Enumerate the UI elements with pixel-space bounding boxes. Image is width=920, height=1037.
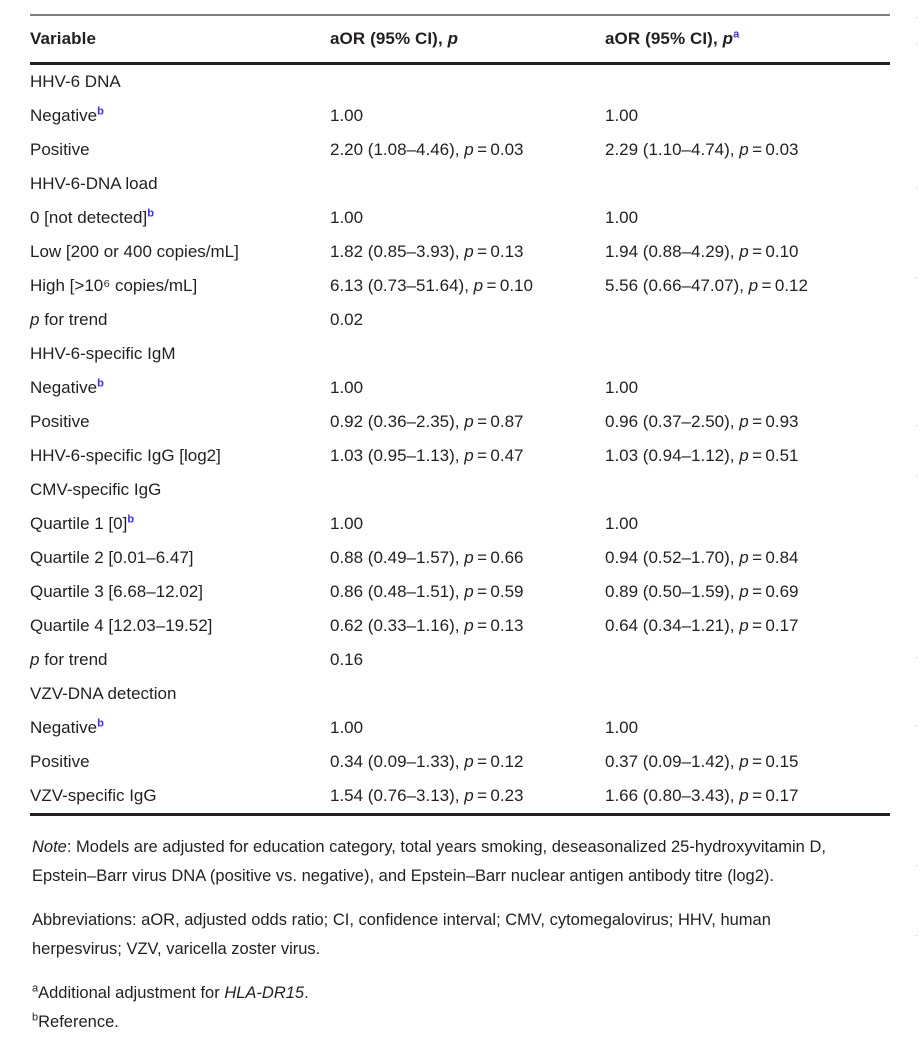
table-row bbox=[30, 65, 890, 99]
table-bottom-rule bbox=[30, 813, 890, 816]
cell-aor-unadjusted: 0.62 (0.33–1.16), p = 0.13 bbox=[330, 616, 524, 635]
row-label: Quartile 2 [0.01–6.47] bbox=[30, 548, 194, 567]
table-row bbox=[30, 371, 890, 405]
cell-aor-unadjusted: 6.13 (0.73–51.64), p = 0.10 bbox=[330, 276, 533, 295]
table-row bbox=[30, 99, 890, 133]
cell-aor-adjusted bbox=[605, 337, 890, 371]
table-row bbox=[30, 507, 890, 541]
column-header-variable: Variable bbox=[30, 29, 97, 48]
row-label: Positive bbox=[30, 752, 90, 771]
row-label: Positive bbox=[30, 412, 90, 431]
cell-aor-adjusted bbox=[605, 167, 890, 201]
cell-aor-unadjusted: 0.92 (0.36–2.35), p = 0.87 bbox=[330, 412, 524, 431]
table-row bbox=[30, 133, 890, 167]
footnote-b bbox=[32, 1008, 848, 1037]
cell-aor-adjusted: 1.00 bbox=[605, 378, 639, 397]
note-abbreviations: Abbreviations: aOR, adjusted odds ratio; CI, confidence interval; CMV, cytomegalovirus; HHV, human herpesvirus; VZV, varicella zoster virus. bbox=[32, 911, 771, 958]
note-text: : Models are adjusted for education category, total years smoking, deseasonalized 25-hydroxyvitamin D, Epstein–Barr virus DNA (positive vs. negative), and Epstein–Barr nuclear antigen antibody titre (log2). bbox=[32, 838, 826, 885]
row-group-label: VZV-specific IgG bbox=[30, 786, 157, 805]
column-header-aor-adjusted: aOR (95% CI), p$^a$ bbox=[605, 28, 740, 48]
cell-aor-unadjusted: 1.00 bbox=[330, 208, 364, 227]
cell-aor-adjusted bbox=[605, 473, 890, 507]
footnote-a-marker: a bbox=[32, 982, 39, 995]
row-label: Low [200 or 400 copies/mL] bbox=[30, 242, 239, 261]
cell-aor-adjusted: 0.96 (0.37–2.50), p = 0.93 bbox=[605, 412, 799, 431]
table-row bbox=[30, 745, 890, 779]
cell-aor-unadjusted bbox=[330, 65, 605, 99]
table-row bbox=[30, 269, 890, 303]
results-table-body bbox=[30, 65, 890, 813]
cell-aor-adjusted bbox=[605, 643, 890, 677]
cell-aor-adjusted: 2.29 (1.10–4.74), p = 0.03 bbox=[605, 140, 799, 159]
cell-aor-adjusted: 1.03 (0.94–1.12), p = 0.51 bbox=[605, 446, 799, 465]
cell-aor-unadjusted: 1.00 bbox=[330, 106, 364, 125]
row-group-label: HHV-6-specific IgM bbox=[30, 344, 176, 363]
cell-aor-unadjusted bbox=[330, 677, 605, 711]
row-group-label: HHV-6 DNA bbox=[30, 72, 121, 91]
cell-aor-adjusted bbox=[605, 65, 890, 99]
footnote-a-text: Additional adjustment for bbox=[38, 984, 225, 1002]
row-label: Quartile 4 [12.03–19.52] bbox=[30, 616, 213, 635]
table-row bbox=[30, 711, 890, 745]
table-row bbox=[30, 405, 890, 439]
table-notes bbox=[30, 833, 890, 1037]
row-label: Negative$^b$ bbox=[30, 717, 104, 737]
cell-aor-adjusted: 1.00 bbox=[605, 208, 639, 227]
cell-aor-adjusted: 1.66 (0.80–3.43), p = 0.17 bbox=[605, 786, 799, 805]
cell-aor-adjusted: 0.37 (0.09–1.42), p = 0.15 bbox=[605, 752, 799, 771]
cell-aor-unadjusted: 1.00 bbox=[330, 378, 364, 397]
row-group-label: VZV-DNA detection bbox=[30, 684, 177, 703]
row-label: Negative$^b$ bbox=[30, 377, 104, 397]
cell-aor-adjusted: 1.00 bbox=[605, 514, 639, 533]
cell-aor-adjusted: 0.64 (0.34–1.21), p = 0.17 bbox=[605, 616, 799, 635]
results-table bbox=[30, 16, 890, 62]
cell-aor-unadjusted: 1.54 (0.76–3.13), p = 0.23 bbox=[330, 786, 524, 805]
cell-aor-adjusted: 5.56 (0.66–47.07), p = 0.12 bbox=[605, 276, 808, 295]
table-row bbox=[30, 439, 890, 473]
cell-aor-unadjusted: 2.20 (1.08–4.46), p = 0.03 bbox=[330, 140, 524, 159]
table-row bbox=[30, 541, 890, 575]
row-group-label: HHV-6-specific IgG [log2] bbox=[30, 446, 221, 465]
table-row bbox=[30, 643, 890, 677]
row-label: Positive bbox=[30, 140, 90, 159]
cell-aor-adjusted: 1.94 (0.88–4.29), p = 0.10 bbox=[605, 242, 799, 261]
cell-aor-unadjusted: 0.34 (0.09–1.33), p = 0.12 bbox=[330, 752, 524, 771]
row-label: Quartile 3 [6.68–12.02] bbox=[30, 582, 203, 601]
cell-aor-unadjusted bbox=[330, 337, 605, 371]
row-group-label: CMV-specific IgG bbox=[30, 480, 162, 499]
cell-aor-adjusted: 0.94 (0.52–1.70), p = 0.84 bbox=[605, 548, 799, 567]
footnote-b-text: Reference. bbox=[38, 1013, 119, 1031]
table-header bbox=[30, 16, 890, 62]
cell-aor-unadjusted: 1.00 bbox=[330, 718, 364, 737]
table-row bbox=[30, 167, 890, 201]
note-label: Note bbox=[32, 838, 67, 856]
note-models-adjusted bbox=[32, 833, 848, 891]
cell-aor-unadjusted bbox=[330, 473, 605, 507]
cell-aor-adjusted bbox=[605, 677, 890, 711]
table-row bbox=[30, 235, 890, 269]
table-row bbox=[30, 303, 890, 337]
cell-aor-unadjusted bbox=[330, 167, 605, 201]
cell-aor-unadjusted: 1.03 (0.95–1.13), p = 0.47 bbox=[330, 446, 524, 465]
table-row bbox=[30, 779, 890, 813]
row-label: Quartile 1 [0]$^b$ bbox=[30, 513, 135, 533]
column-header-aor-unadjusted: aOR (95% CI), p bbox=[330, 29, 459, 48]
row-label: p for trend bbox=[30, 310, 108, 329]
cell-aor-unadjusted: 1.00 bbox=[330, 514, 364, 533]
cell-aor-adjusted bbox=[605, 303, 890, 337]
cell-aor-unadjusted: 0.88 (0.49–1.57), p = 0.66 bbox=[330, 548, 524, 567]
footnote-a-gene: HLA-DR15 bbox=[224, 984, 305, 1002]
row-label: 0 [not detected]$^b$ bbox=[30, 207, 154, 227]
cell-aor-unadjusted: 0.16 bbox=[330, 650, 364, 669]
cell-aor-adjusted: 1.00 bbox=[605, 106, 639, 125]
row-label: p for trend bbox=[30, 650, 108, 669]
table-body bbox=[30, 65, 890, 813]
footnote-a bbox=[32, 979, 848, 1008]
table-row bbox=[30, 677, 890, 711]
table-row bbox=[30, 473, 890, 507]
cell-aor-unadjusted: 0.86 (0.48–1.51), p = 0.59 bbox=[330, 582, 524, 601]
table-row bbox=[30, 575, 890, 609]
footnote-b-marker: b bbox=[32, 1011, 39, 1024]
table-row bbox=[30, 609, 890, 643]
cell-aor-unadjusted: 0.02 bbox=[330, 310, 364, 329]
cell-aor-adjusted: 1.00 bbox=[605, 718, 639, 737]
page-edge-artifacts: · · · · · · · · · · bbox=[915, 12, 918, 940]
table-header-row bbox=[30, 16, 890, 62]
cell-aor-unadjusted: 1.82 (0.85–3.93), p = 0.13 bbox=[330, 242, 524, 261]
footnote-a-tail: . bbox=[304, 984, 309, 1002]
cell-aor-adjusted: 0.89 (0.50–1.59), p = 0.69 bbox=[605, 582, 799, 601]
table-row bbox=[30, 201, 890, 235]
table-row bbox=[30, 337, 890, 371]
row-label: High [>10⁶ copies/mL] bbox=[30, 276, 198, 295]
row-label: Negative$^b$ bbox=[30, 105, 104, 125]
row-group-label: HHV-6-DNA load bbox=[30, 174, 158, 193]
